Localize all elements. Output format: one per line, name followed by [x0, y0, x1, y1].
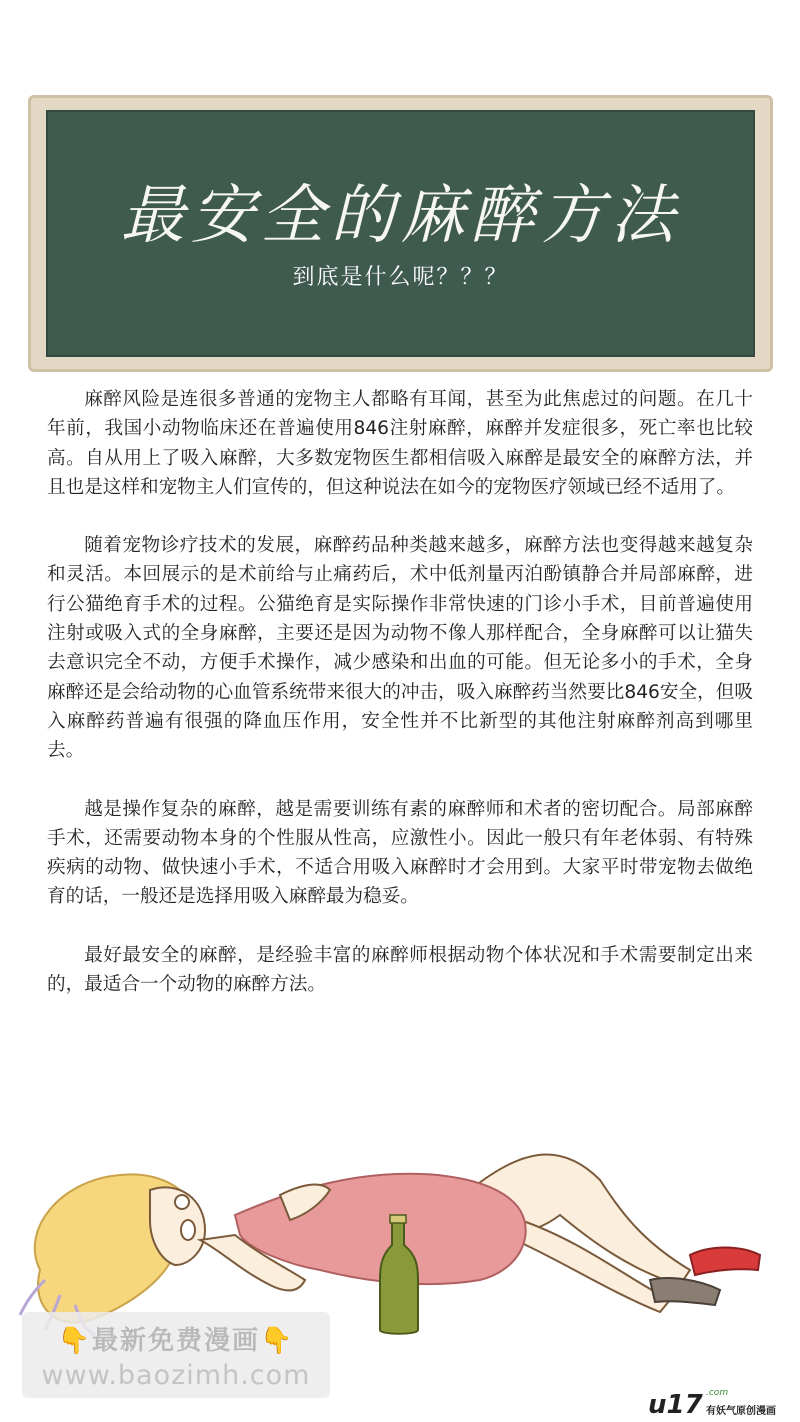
board-subtitle: 到底是什么呢？？？: [292, 265, 509, 290]
logo-tagline: 有妖气原创漫画: [706, 1406, 776, 1417]
article-body: [47, 385, 753, 1028]
watermark-url: www.baozimh.com: [41, 1360, 311, 1391]
watermark-badge: [22, 1312, 330, 1398]
paragraph-3: 越是操作复杂的麻醉，越是需要训练有素的麻醉师和术者的密切配合。局部麻醉手术，还需要动物本身的个性服从性高，应激性小。因此一般只有年老体弱、有特殊疾病的动物、做快速小手术，不适合用吸入麻醉时才会用到。大家平时带宠物去做绝育的话，一般还是选择用吸入麻醉最为稳妥。: [47, 798, 753, 908]
u17-logo: [648, 1390, 800, 1422]
grey-shoe: [650, 1278, 720, 1305]
chalkboard-frame: [28, 95, 773, 372]
paragraph-1: 麻醉风险是连很多普通的宠物主人都略有耳闻，甚至为此焦虑过的问题。在几十年前，我国小动物临床还在普遍使用846注射麻醉，麻醉并发症很多，死亡率也比较高。自从用上了吸入麻醉，大多数宠物医生都相信吸入麻醉是最安全的麻醉方法，并且也是这样和宠物主人们宣传的，但这种说法在如今的宠物医疗领域已经不适用了。: [47, 389, 753, 498]
paragraph-4: 最好最安全的麻醉，是经验丰富的麻醉师根据动物个体状况和手术需要制定出来的，最适合一个动物的麻醉方法。: [47, 944, 753, 996]
logo-brand: u17: [648, 1390, 703, 1420]
chalkboard: [46, 110, 755, 357]
board-title: 最安全的麻醉方法: [120, 179, 681, 253]
red-shoe: [690, 1248, 760, 1276]
logo-domain: .com: [706, 1388, 729, 1398]
watermark-title: 👇最新免费漫画👇: [57, 1326, 295, 1356]
paragraph-2: 随着宠物诊疗技术的发展，麻醉药品种类越来越多，麻醉方法也变得越来越复杂和灵活。本回展示的是术前给与止痛药后，术中低剂量丙泊酚镇静合并局部麻醉，进行公猫绝育手术的过程。公猫绝育是实际操作非常快速的门诊小手术，目前普遍使用注射或吸入式的全身麻醉，主要还是因为动物不像人那样配合，全身麻醉可以让猫失去意识完全不动，方便手术操作，减少感染和出血的可能。但无论多小的手术，全身麻醉还是会给动物的心血管系统带来很大的冲击，吸入麻醉药当然要比846安全，但吸入麻醉药普遍有很强的降血压作用，安全性并不比新型的其他注射麻醉剂高到哪里去。: [47, 535, 753, 762]
